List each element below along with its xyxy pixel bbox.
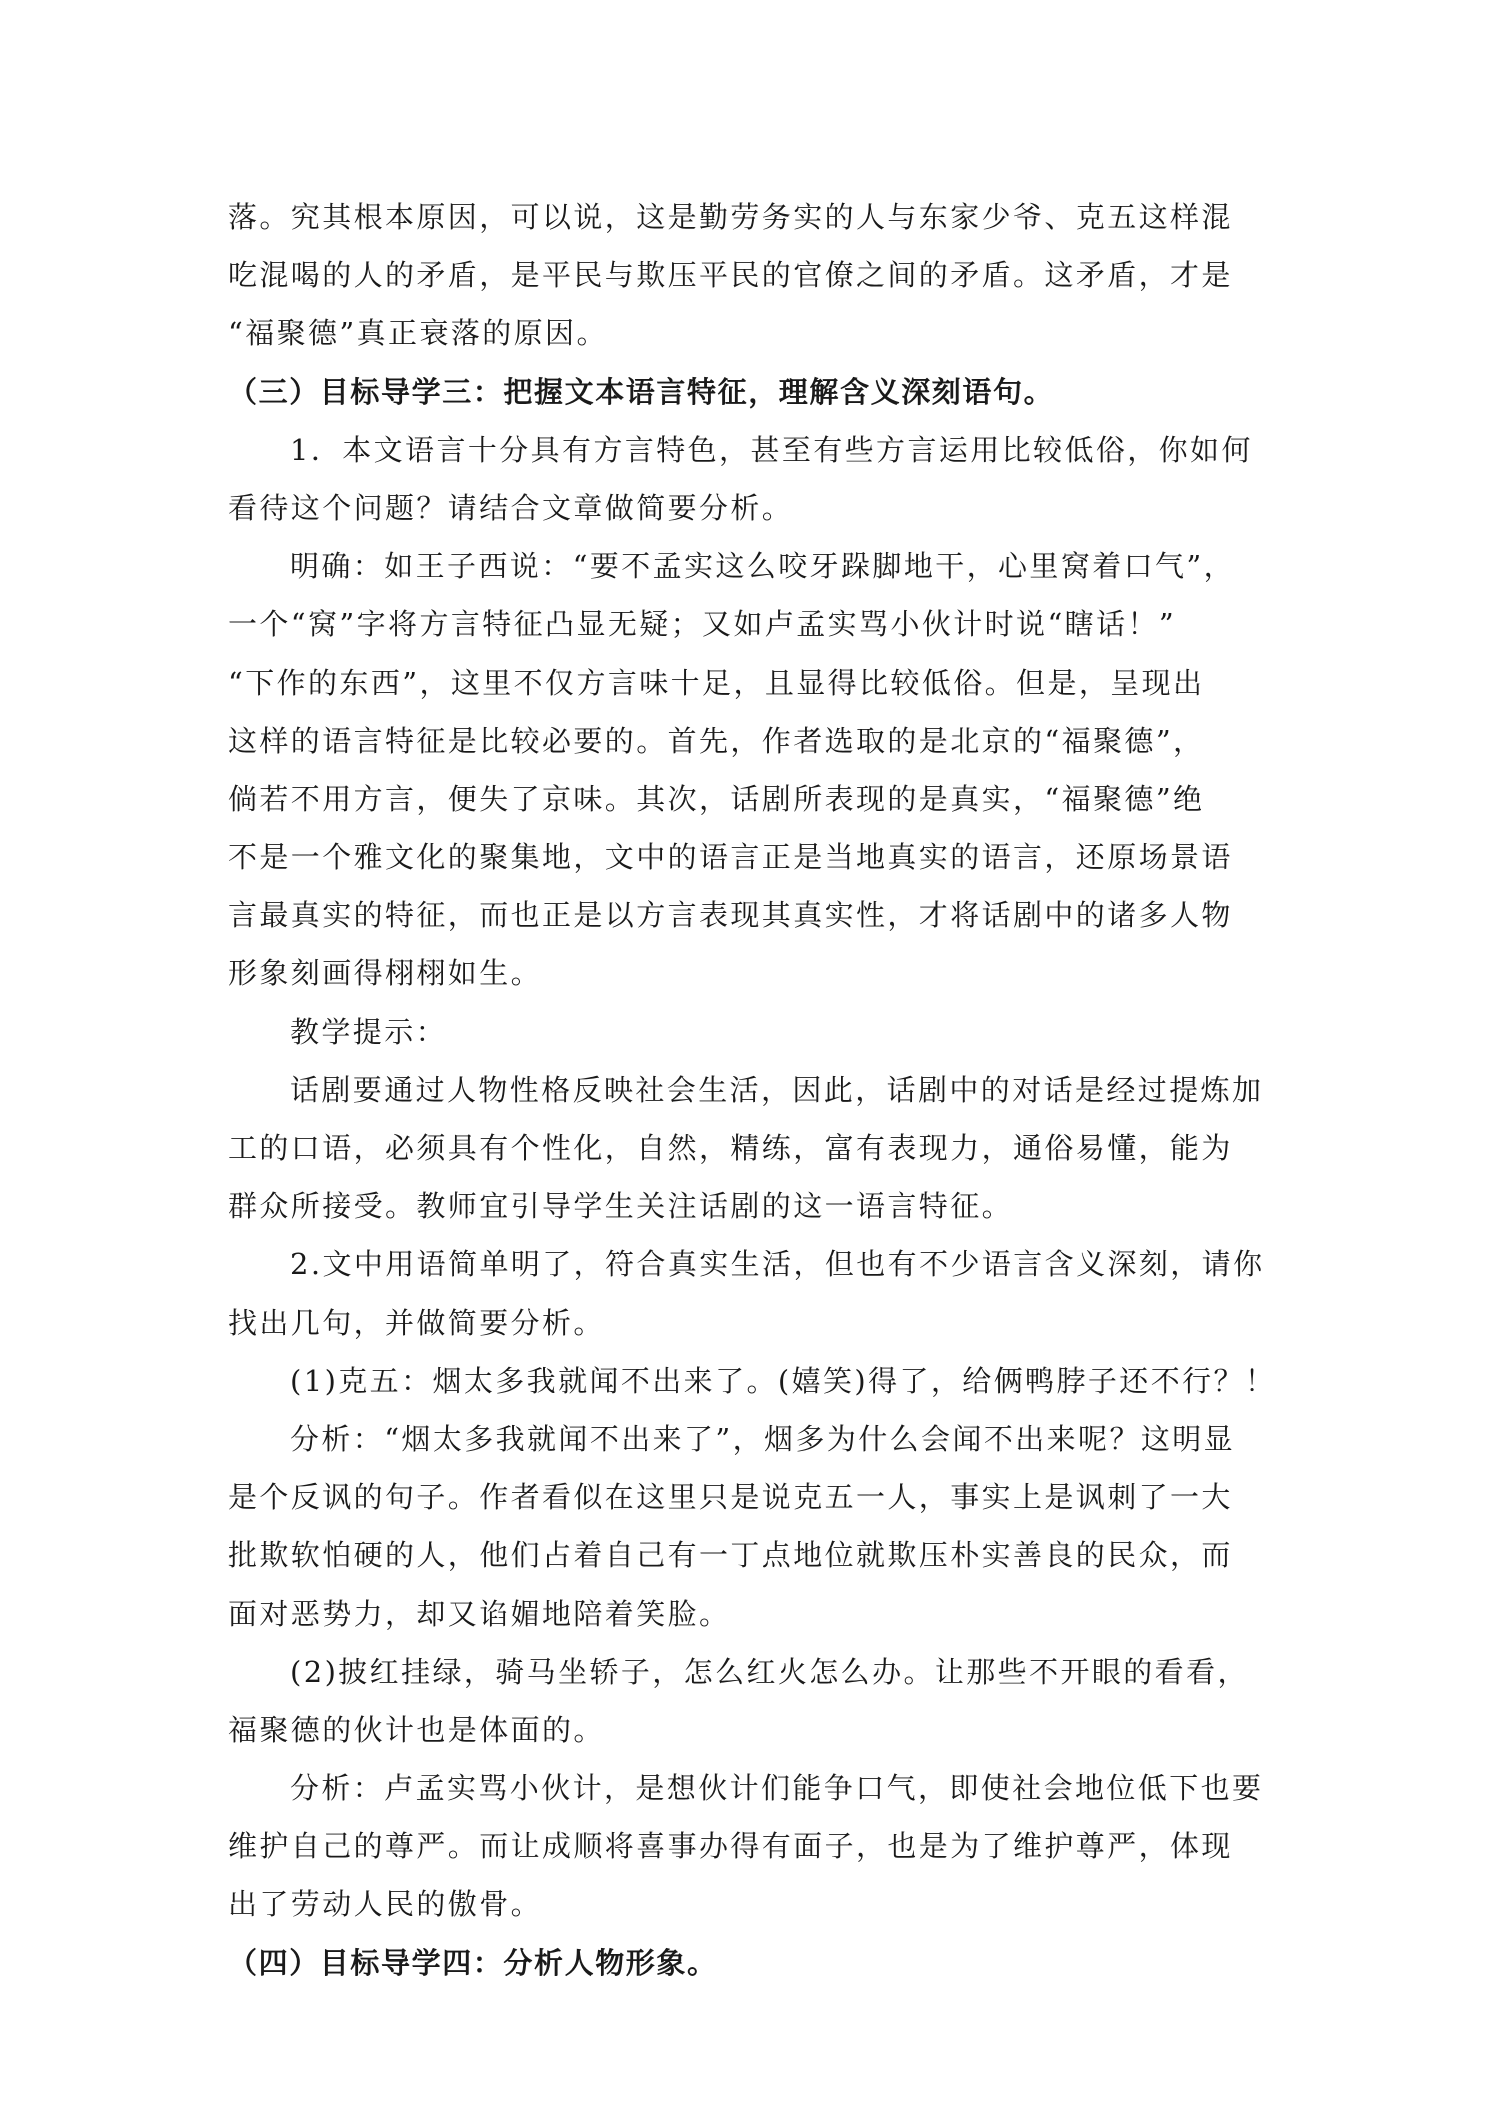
text-line: 这样的语言特征是比较必要的。首先，作者选取的是北京的“福聚德”，	[228, 723, 1205, 758]
text-line: 找出几句，并做简要分析。	[228, 1305, 605, 1340]
section-heading: （三）目标导学三：把握文本语言特征，理解含义深刻语句。	[228, 374, 1055, 409]
text-line: 1．本文语言十分具有方言特色，甚至有些方言运用比较低俗，你如何	[290, 432, 1253, 467]
text-line: 是个反讽的句子。作者看似在这里只是说克五一人，事实上是讽刺了一大	[228, 1480, 1233, 1515]
text-line: 面对恶势力，却又谄媚地陪着笑脸。	[228, 1596, 731, 1631]
text-line: 落。究其根本原因，可以说，这是勤劳务实的人与东家少爷、克五这样混	[228, 200, 1233, 234]
text-line: 一个“窝”字将方言特征凸显无疑；又如卢孟实骂小伙计时说“瞎话！”	[228, 607, 1177, 642]
text-line: 分析：卢孟实骂小伙计，是想伙计们能争口气，即使社会地位低下也要	[290, 1771, 1264, 1806]
text-line: 吃混喝的人的矛盾，是平民与欺压平民的官僚之间的矛盾。这矛盾，才是	[228, 258, 1233, 293]
text-line: 明确：如王子西说：“要不孟实这么咬牙跺脚地干，心里窝着口气”，	[290, 549, 1236, 584]
text-line: “福聚德”真正衰落的原因。	[228, 316, 608, 351]
text-line: 2.文中用语简单明了，符合真实生活，但也有不少语言含义深刻，请你	[290, 1247, 1265, 1282]
text-line: 形象刻画得栩栩如生。	[228, 956, 543, 991]
text-line: 分析：“烟太多我就闻不出来了”，烟多为什么会闻不出来呢？这明显	[290, 1421, 1236, 1456]
text-line: 维护自己的尊严。而让成顺将喜事办得有面子，也是为了维护尊严，体现	[228, 1829, 1233, 1864]
text-line: 批欺软怕硬的人，他们占着自己有一丁点地位就欺压朴实善良的民众，而	[228, 1538, 1233, 1573]
text-line: 工的口语，必须具有个性化，自然，精练，富有表现力，通俗易懂，能为	[228, 1131, 1233, 1165]
section-heading: （四）目标导学四：分析人物形象。	[228, 1945, 718, 1980]
text-line: 倘若不用方言，便失了京味。其次，话剧所表现的是真实，“福聚德”绝	[228, 781, 1205, 816]
text-line: 教学提示：	[290, 1014, 448, 1049]
text-line: 看待这个问题？请结合文章做简要分析。	[228, 490, 794, 525]
text-line: “下作的东西”，这里不仅方言味十足，且显得比较低俗。但是，呈现出	[228, 665, 1205, 700]
text-line: 福聚德的伙计也是体面的。	[228, 1712, 605, 1747]
text-line: 出了劳动人民的傲骨。	[228, 1887, 543, 1922]
text-line: (1)克五：烟太多我就闻不出来了。(嬉笑)得了，给俩鸭脖子还不行？！	[290, 1363, 1277, 1398]
text-line: (2)披红挂绿，骑马坐轿子，怎么红火怎么办。让那些不开眼的看看，	[290, 1654, 1249, 1689]
text-line: 话剧要通过人物性格反映社会生活，因此，话剧中的对话是经过提炼加	[290, 1072, 1264, 1107]
text-line: 言最真实的特征，而也正是以方言表现其真实性，才将话剧中的诸多人物	[228, 898, 1233, 933]
document-body	[228, 188, 1277, 1992]
text-line: 群众所接受。教师宜引导学生关注话剧的这一语言特征。	[228, 1189, 1014, 1224]
text-line: 不是一个雅文化的聚集地，文中的语言正是当地真实的语言，还原场景语	[228, 840, 1233, 875]
